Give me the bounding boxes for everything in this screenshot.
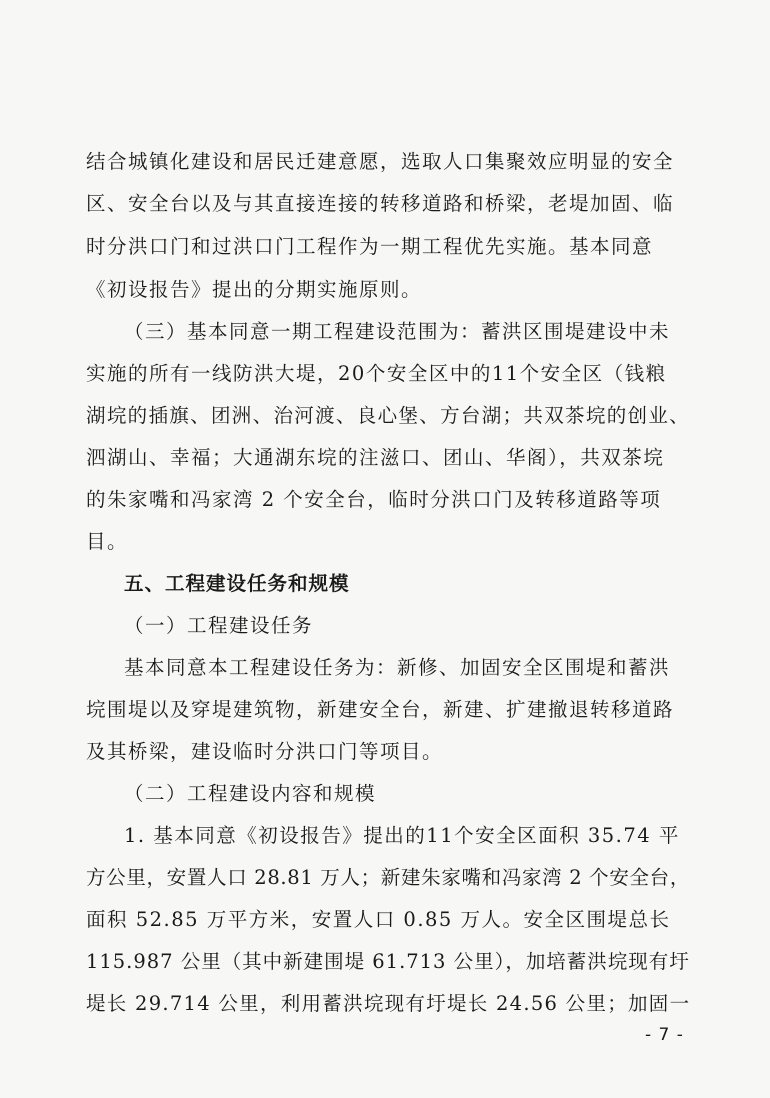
body-line: 基本同意本工程建设任务为：新修、加固安全区围堤和蓄洪 xyxy=(124,656,671,679)
body-line: 的朱家嘴和冯家湾 2 个安全台，临时分洪口门及转移道路等项 xyxy=(86,488,662,511)
body-line: 堤长 29.714 公里，利用蓄洪垸现有圩堤长 24.56 公里；加固一 xyxy=(86,992,691,1015)
body-line: 115.987 公里（其中新建围堤 61.713 公里），加培蓄洪垸现有圩 xyxy=(86,950,690,973)
subsection-heading: （二）工程建设内容和规模 xyxy=(124,782,377,805)
body-line: 泗湖山、幸福；大通湖东垸的注滋口、团山、华阁），共双茶垸 xyxy=(86,446,665,469)
body-line: 时分洪口门和过洪口门工程作为一期工程优先实施。基本同意 xyxy=(86,235,654,258)
body-line: （三）基本同意一期工程建设范围为：蓄洪区围堤建设中未 xyxy=(124,320,671,343)
body-line: 湖垸的插旗、团洲、治河渡、良心堡、方台湖；共双茶垸的创业、 xyxy=(86,404,691,427)
body-line: 及其桥梁，建设临时分洪口门等项目。 xyxy=(86,740,444,763)
body-line: 结合城镇化建设和居民迁建意愿，选取人口集聚效应明显的安全 xyxy=(86,150,675,173)
body-line: 面积 52.85 万平方米，安置人口 0.85 万人。安全区围堤总长 xyxy=(86,908,671,931)
body-line: 目。 xyxy=(86,530,129,553)
body-line: 方公里，安置人口 28.81 万人；新建朱家嘴和冯家湾 2 个安全台， xyxy=(86,866,691,889)
page-number: - 7 - xyxy=(645,1025,684,1045)
body-line: 垸围堤以及穿堤建筑物，新建安全台，新建、扩建撤退转移道路 xyxy=(86,698,675,721)
subsection-heading: （一）工程建设任务 xyxy=(124,614,314,637)
section-heading: 五、工程建设任务和规模 xyxy=(124,572,350,595)
body-line: 1. 基本同意《初设报告》提出的11个安全区面积 35.74 平 xyxy=(124,824,680,847)
body-line: 实施的所有一线防洪大堤，20个安全区中的11个安全区（钱粮 xyxy=(86,362,667,385)
body-line: 区、安全台以及与其直接连接的转移道路和桥梁，老堤加固、临 xyxy=(86,192,675,215)
body-line: 《初设报告》提出的分期实施原则。 xyxy=(86,278,423,301)
